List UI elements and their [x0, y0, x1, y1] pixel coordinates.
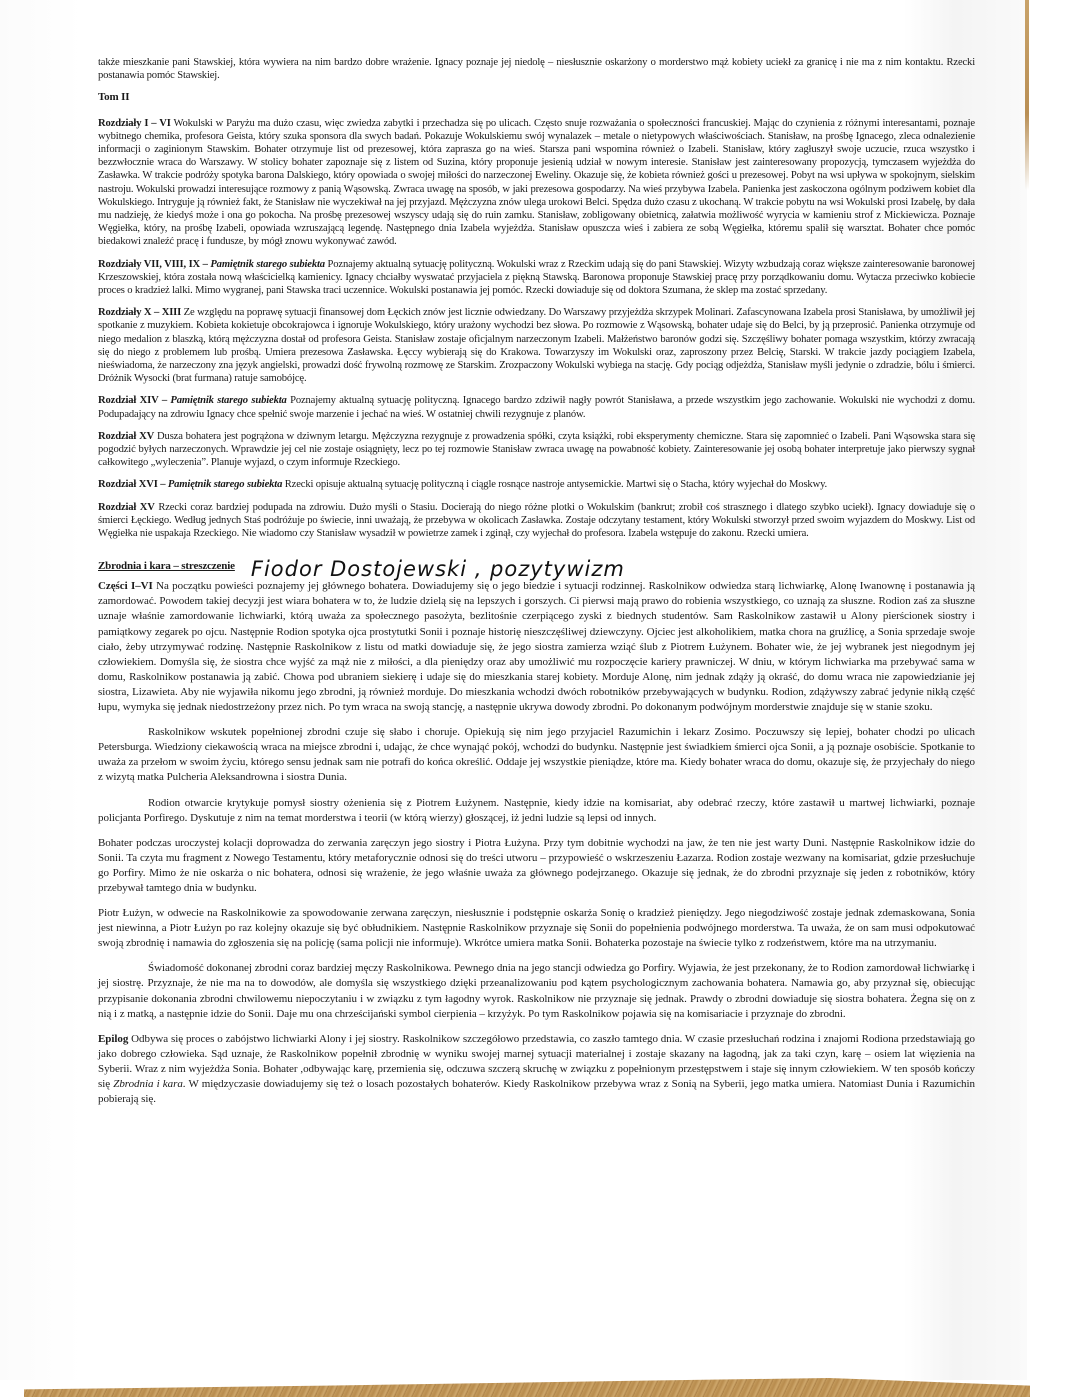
- document-body: [98, 56, 975, 1117]
- part-paragraph: Bohater podczas uroczystej kolacji doprowadza do zerwania zaręczyn jego siostry i Piotra Łużyna. Przy tym dobitnie wychodzi na jaw, że ten nie jest warty Duni. Następnie Raskolnikow idzie do Sonii. Ta czyta mu fragment z Nowego Testamentu, który metaforycznie odnosi się do treści utworu – przypowieść o wskrzeszeniu Łazarza. Rodion zostaje wezwany na komisariat, gdzie przesłuchuje go Porfiry. Mimo że nie oskarża o nic bohatera, odnosi się wrażenie, że jego właśnie uważa za głównego podejrzanego. Okazuje się jednak, że do zbrodni przyznaje się jeden z robotników, który przebywał tamtego dnia w budynku.: [98, 836, 975, 894]
- chapter-text: Ze względu na poprawę sytuacji finansowej dom Łęckich znów jest licznie odwiedzany. Do Warszawy przyjeżdża skrzypek Molinari. Zafascynowana Izabela prosi Stanisława, by umożliwił jej spotkanie z muzykiem. Kobieta kokietuje obcokrajowca i ignoruje Wokulskiego, który urażony wychodzi bez słowa. Po rozmowie z Wąsowską, bohater udaje się do Belci, by ją przeprosić. Panienka otrzymuje od niego medalion z blaszką, którą mężczyzna dostał od profesora Geista. Stanisław zostaje oficjalnym narzeczonym Izabeli. Małżeństwo baronów godzi się. Szczęśliwy bohater pomaga wszystkim, którzy zwracają się do niego z problemem lub prośbą. Umiera prezesowa Zasławska. Łęccy wybierają się do Krakowa. Towarzyszy im Wokulski oraz, zaproszony przez Belcię, Starski. W trakcie jazdy pociągiem Izabela, nieświadoma, że narzeczony zna język angielski, prowadzi dość frywolną rozmowę ze Starskim. Zrozpaczony Wokulski wybiega na stację. Gdy pociąg odjeżdża, Stanisław myśli jedynie o zdradzie, bólu i śmierci. Dróżnik Wysocki (brat furmana) ratuje samobójcę.: [98, 307, 975, 385]
- crime-summary: [98, 579, 975, 1107]
- chapter-label: Rozdział XVI –: [98, 479, 168, 491]
- chapter-paragraph: [98, 306, 975, 385]
- epilog-text-end: . W międzyczasie dowiadujemy się też o losach pozostałych bohaterów. Kiedy Raskolnikow przebywa wraz z Sonią na Syberii, jego matka umiera. Natomiast Dunia i Razumichin pobierają się.: [98, 1078, 975, 1106]
- chapter-label-italic: Pamiętnik starego subiekta: [210, 258, 325, 270]
- table-edge-right: [1025, 0, 1029, 190]
- part-paragraph: Raskolnikow wskutek popełnionej zbrodni czuje się słabo i choruje. Opiekują się nim jego przyjaciel Razumichin i lekarz Zosimo. Poczuwszy się lepiej, bohater chodzi po ulicach Petersburga. Wiedziony ciekawością wraca na miejsce zbrodni i, udając, że chce wynająć pokój, wchodzi do budynku. Następnie jest świadkiem śmierci ojca Sonii, a ją poznaje osobiście. Spotkanie to uważa za przełom w swoim życiu, którego sensu jednak sam nie potrafi do końca określić. Oddaje jej wszystkie pieniądze, które ma. Kiedy bohater wraca do domu, okazuje się, że przyjechały do niego z wizytą matka Pulcheria Aleksandrowna i siostra Dunia.: [98, 726, 975, 784]
- chapter-paragraph: [98, 501, 975, 541]
- tom-heading: Tom II: [98, 91, 130, 104]
- chapter-text: Poznajemy aktualną sytuację polityczną. Wokulski wraz z Rzeckim udają się do pani Stawskiej. Wizyty wzbudzają coraz większe zainteresowanie baronowej Krzeszowskiej, która została nową właścicielką kamienicy. Ignacy chciałby wyswatać przyjaciela z piękną Stawską. Baronowa proponuje Stawskiej pracę przy porządkowaniu domu. Wytacza przeciwko kobiecie proces o kradzież lalki. Mimo wygranej, pani Stawska traci uczennice. Wokulski postanawia jej pomóc. Rzecki dowiaduje się od doktora Szumana, że sklep ma zostać sprzedany.: [98, 258, 975, 297]
- intro-paragraph: także mieszkanie pani Stawskiej, która wywiera na nim bardzo dobre wrażenie. Ignacy poznaje jej niedolę – niesłusznie oskarżony o morderstwo mąż kobiety uciekł za granicę i nie ma z nim kontaktu. Rzecki postanawia pomóc Stawskiej.: [98, 57, 975, 82]
- part-text: Na początku powieści poznajemy jej głównego bohatera. Dowiadujemy się o jego biedzie i sytuacji rodzinnej. Raskolnikow odwiedza starą lichwiarkę, Alonę Iwanownę i postanawia ją zamordować. Powodem takiej decyzji jest wiara bohatera w to, że ludzie dzielą się na lepszych i gorszych. Ci pierwsi mają prawo do robienia wszystkiego, co uznają za słuszne. Rodion zaś za słuszne uznaje właśnie zamordowanie lichwiarki, którą uważa za społecznego pasożyta, bezlitośnie czerpiącego zyski z biednych studentów. Sam Raskolnikow zastawił u Alony pierścionek siostry i pamiątkowy zegarek po ojcu. Następnie Rodion spotyka ojca prostytutki Sonii i poznaje historię nieszczęśliwej dziewczyny. Ojciec jest alkoholikiem, matka chora na gruźlicę, a Sonia sprzedaje swoje ciało, żeby utrzymywać rodzinę. Następnie Raskolnikow z listu od matki dowiaduje się, że jego siostra zamierza wziąć ślub z Piotrem Łużynem. Bohater wie, że jej wybranek jest niegodnym jej człowiekiem. Domyśla się, że siostra chce wyjść za mąż nie z miłości, a dla pieniędzy oraz aby umożliwić mu rozpoczęcie kariery prawniczej. W dniu, w którym lichwiarka ma przebywać sama w domu, Raskolnikow postanawia ją zabić. Chowa pod ubraniem siekierę i udaje się do mieszkania starej kobiety. Morduje Alonę, nim jednak zdąży ją okraść, do domu wraca nie zapowiedzianie jej siostra, Lizawieta. Aby nie wyjawiła nikomu jego zbrodni, ją również morduje. Do mieszkania wchodzi dwóch robotników przebywających w budynku. Rodion, zdążywszy zabrać jedynie nikłą część łupu, wymyka się jednak niedostrzeżony przez nich. Po tym wraca na swoją stancję, a następnie ukrywa dowody zbrodni. Po dokonanym podwójnym morderstwie znajduje się w stanie szoku.: [98, 580, 976, 714]
- chapter-text: Rzecki opisuje aktualną sytuację polityczną i ciągle rosnące nastroje antysemickie. Martwi się o Stacha, który wyjechał do Moskwy.: [282, 479, 828, 491]
- chapter-text: Wokulski w Paryżu ma dużo czasu, więc zwiedza zabytki i przechadza się po ulicach. Często snuje rozważania o społeczności francuskiej. Mając do czynienia z różnymi interesantami, poznaje wybitnego chemika, profesora Geista, który szuka sponsora dla swych badań. Pokazuje Wokulskiemu swój wynalazek – metale o nietypowych właściwościach. Stanisław, na prośbę Ignacego, zleca odnalezienie informacji o zaginionym Stawskim. Bohater otrzymuje list od prezesowej, która zaprasza go na wieś. Starsza pani wspomina również o Izabeli. Stanisław, który zagłuszył swoje uczucie, rzuca wszystko i bezzwłocznie wraca do Warszawy. W stolicy bohater zapoznaje się z listem od Suzina, który proponuje jesienią udział w nowym interesie. Stanisław jest zainteresowany propozycją, tymczasem wyjeżdża do Zasławka. W trakcie podróży spotyka barona Dalskiego, który opowiada o swojej miłości do narzeczonej Eweliny. Okazuje się, że kobieta również gości u prezesowej. Pobyt na wsi upływa w spokojnym, sielskim nastroju. Wokulski prowadzi interesujące rozmowy z panią Wąsowską. Zwraca uwagę na sposób, w jaki prezesowa gospodarzy. Na wieś przybywa Izabela. Panienka jest zaskoczona ogólnym podziwem kobiet dla Wokulskiego. Intryguje ją również fakt, że Stanisław nie wyczekiwał na jej przyjazd. Mężczyzna znów ulega urokowi Belci. Spędza dużo czasu z ukochaną. W trakcie pobytu na wsi Wokulski prosi Izabelę, by dała mu nadzieję, że kiedyś może i ona go pokocha. Na prośbę prezesowej wszyscy udają się do ruin zamku. Stanisław, zobligowany obietnicą, załatwia możliwość wyrycia w kamieniu strof z Mickiewicza. Poznaje Węgiełka, który, na prośbę Izabeli, opowiada wzruszającą legendę. Następnego dnia Izabela wyjeżdża. Stanisław opuszcza wieś i zabiera ze sobą Węgiełka, któremu spalił się warsztat. Bohater chce pomóc biedakowi znaleźć pracę i fundusze, by mógł znowu wykonywać zawód.: [98, 117, 975, 248]
- chapter-paragraph: [98, 258, 975, 298]
- section-heading: Zbrodnia i kara – streszczenie: [98, 560, 235, 573]
- part-label: Części I–VI: [98, 580, 153, 593]
- epilog-text: Odbywa się proces o zabójstwo lichwiarki Alony i jej siostry. Raskolnikow szczegółowo przedstawia, co zaszło tamtego dnia. W czasie przesłuchań rodzina i znajomi Rodiona przedstawiają go jako dobrego człowieka. Sąd uznaje, że Raskolnikow popełnił zbrodnię w wyniku swojej marnej sytuacji materialnej i zostaje skazany na łagodną, jak za taki czyn, karę – osiem lat więzienia na Syberii. Wraz z nim wyjeżdża Sonia. Bohater ,odbywając karę, przemienia się, odczuwa szczerą skruchę w związku z popełnionym przestępstwem i staje się innym człowiekiem. W ten sposób kończy się: [98, 1032, 975, 1091]
- epilog-paragraph: [98, 1032, 975, 1107]
- chapter-label: Rozdziały X – XIII: [98, 307, 182, 319]
- chapter-label: Rozdział XV: [98, 501, 155, 513]
- crime-heading-row: [98, 549, 975, 582]
- part-paragraph: Piotr Łużyn, w odwecie na Raskolnikowie za spowodowanie zerwana zaręczyn, niesłusznie i podstępnie oskarża Sonię o kradzież pieniędzy. Jego niegodziwość zostaje jednak zdemaskowana, Sonia jest niewinna, a Piotr Łużyn po raz kolejny okazuje się być obłudnikiem. Następnie Raskolnikow przyznaje się Sonii do popełnienia podwójnego morderstwa. Ta uważa, że on sam musi odpokutować swoją zbrodnię i namawia do zgłoszenia się na policję (sama policji nie informuje). Wkrótce umiera matka Sonii. Bohaterka pozostaje na świecie tylko z rodzeństwem, które ma na utrzymaniu.: [98, 907, 975, 950]
- chapter-paragraph: [98, 117, 975, 249]
- table-edge-bottom: [24, 1378, 1030, 1397]
- chapter-text: Rzecki coraz bardziej podupada na zdrowiu. Dużo myśli o Stasiu. Docierają do niego różne plotki o Wokulskim (bankrut; zrobił coś strasznego i dlatego szybko uciekł). Ignacy dowiaduje się o śmierci Łęckiego. Według jednych Staś podróżuje po świecie, inni uważają, że przebywa w okolicach Zasławka. Zostaje odczytany testament, który Wokulski stworzył przed swoim wyjazdem do Moskwy. List od Węgiełka nie uspakaja Rzeckiego. Nie wiadomo czy Stanisław wysadził w powietrze zamek i zginął, czy wyjechał do profesora. Izabela wstępuje do zakonu. Rzecki umiera.: [98, 501, 975, 540]
- chapter-paragraph: [98, 430, 975, 470]
- chapter-text: Dusza bohatera jest pogrążona w dziwnym letargu. Mężczyzna rezygnuje z prowadzenia spółki, czyta książki, robi eksperymenty chemiczne. Stara się zapomnieć o Izabeli. Pani Wąsowska stara się pogodzić byłych narzeczonych. Wprawdzie jej cel nie zostaje osiągnięty, lecz po tej rozmowie Stanisław zwraca uwagę na powabność kobiety. Zainteresowanie jej osobą bohater interpretuje jako pierwszy sygnał całkowitego „wyleczenia”. Planuje wyjazd, o czym informuje Rzeckiego.: [98, 430, 975, 469]
- part-paragraph: Świadomość dokonanej zbrodni coraz bardziej męczy Raskolnikowa. Pewnego dnia na jego stancji odwiedza go Porfiry. Wyjawia, że jest przekonany, że to Rodion zamordował lichwiarkę i jej siostrę. Przyznaje, że nie ma na to dowodów, ale domyśla się wszystkiego dzięki przeanalizowaniu pod kątem psychologicznym zachowania bohatera. Namawia go, aby przyznał się, obiecując przypisanie dokonania zbrodni chwilowemu niepoczytaniu i w związku z tym łagodny wyrok. Raskolnikow nie przyznaje się jednak. Prawdy o zbrodni dowiaduje się siostra bohatera. Żegna się on z nią i z matką, a następnie idzie do Sonii. Daje mu ona chrześcijański symbol cierpienia – krzyżyk. Po tym Raskolnikow pojawia się na komisariacie i przyznaje do zbrodni.: [98, 962, 975, 1020]
- chapter-paragraph: [98, 478, 975, 491]
- part-paragraph: Rodion otwarcie krytykuje pomysł siostry ożenienia się z Piotrem Łużynem. Następnie, kiedy idzie na komisariat, aby odebrać rzeczy, które zastawił u martwej lichwiarki, poznaje policjanta Porfirego. Dyskutuje z nim na temat morderstwa i teorii (w którą wierzy) głoszącej, iż jedni ludzie są lepsi od innych.: [98, 796, 975, 824]
- chapter-label-italic: Pamiętnik starego subiekta: [167, 479, 283, 491]
- chapter-label: Rozdziały VII, VIII, IX –: [98, 258, 211, 270]
- part-paragraph: [98, 579, 975, 715]
- handwritten-note: Fiodor Dostojewski , pozytywizm: [250, 557, 625, 582]
- chapter-paragraph: [98, 394, 975, 420]
- lalka-summary: [98, 117, 975, 541]
- book-title: Zbrodnia i kara: [113, 1078, 183, 1091]
- chapter-label: Rozdział XV: [98, 430, 155, 442]
- epilog-label: Epilog: [98, 1032, 129, 1045]
- chapter-label-italic: Pamiętnik starego subiekta: [170, 395, 287, 407]
- chapter-label: Rozdziały I – VI: [98, 117, 171, 129]
- chapter-label: Rozdział XIV –: [98, 395, 171, 407]
- chapter-text: Poznajemy aktualną sytuację polityczną. Ignacego bardzo zdziwił nagły powrót Stanisława, a przede wszystkim jego zachowanie. Wokulski nie wychodzi z domu. Podupadający na zdrowiu Ignacy chce spełnić swoje marzenie i jechać na wieś. W ostatniej chwili rezygnuje z planów.: [98, 395, 976, 420]
